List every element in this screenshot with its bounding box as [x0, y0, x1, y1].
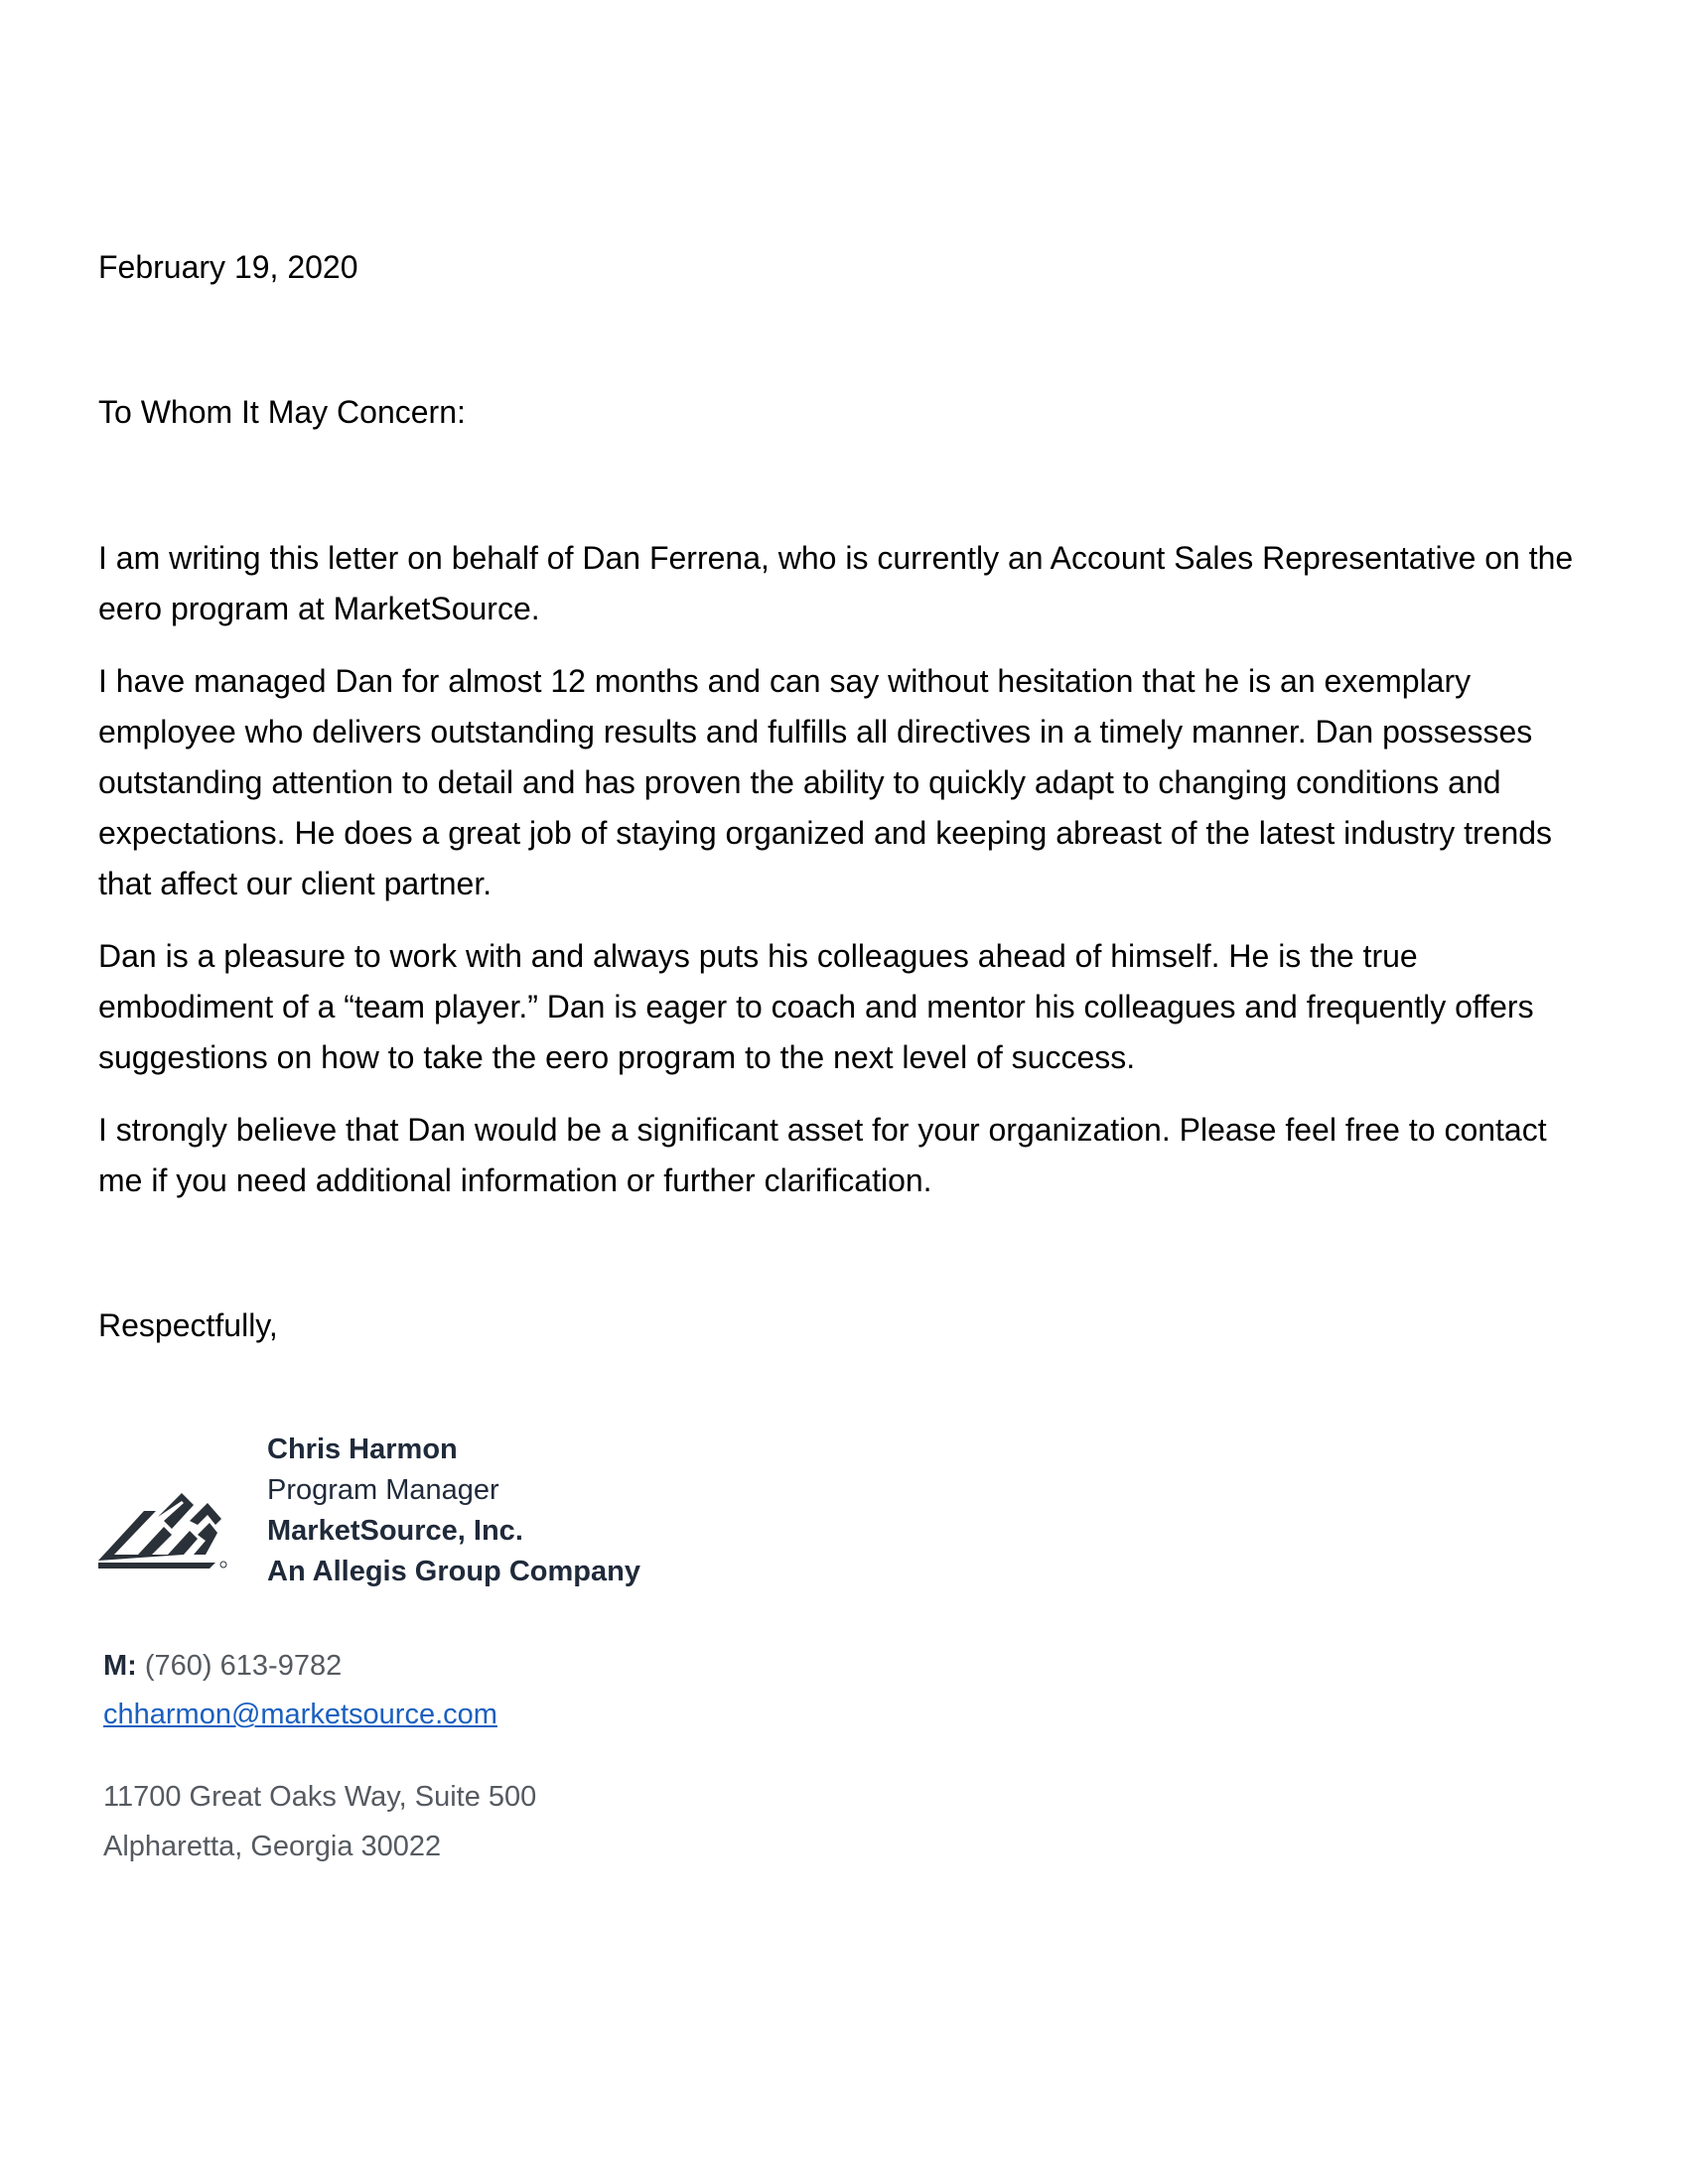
contact-block: [103, 1642, 497, 1739]
letter-date: February 19, 2020: [98, 249, 358, 285]
address-line-1: 11700 Great Oaks Way, Suite 500: [103, 1781, 537, 1813]
address-line-2: Alpharetta, Georgia 30022: [103, 1831, 442, 1862]
body-paragraph: I have managed Dan for almost 12 months and can say without hesitation that he is an exemplary employee who delivers outstanding results and fulfills all directives in a timely manner. Dan possesses outstanding attention to detail and has proven the ability to quickly adapt to changing conditions and expectations. He does a great job of staying organized and keeping abreast of the latest industry trends that affect our client partner.: [98, 663, 1553, 901]
signature-block: [98, 1430, 992, 1608]
email-link[interactable]: chharmon@marketsource.com: [103, 1699, 497, 1730]
signer-name: Chris Harmon: [267, 1433, 458, 1465]
letter-body: [98, 533, 1588, 1228]
mobile-label: M:: [103, 1650, 137, 1682]
signature-lines: [267, 1430, 640, 1592]
body-paragraph: I strongly believe that Dan would be a significant asset for your organization. Please feel free to contact me if you need additional information or further clarification.: [98, 1112, 1547, 1198]
salutation: To Whom It May Concern:: [98, 394, 466, 430]
mobile-number: (760) 613-9782: [144, 1650, 343, 1682]
parent-company: An Allegis Group Company: [267, 1556, 640, 1587]
signer-title: Program Manager: [267, 1474, 499, 1506]
body-paragraph: I am writing this letter on behalf of Dan Ferrena, who is currently an Account Sales Representative on the eero program at MarketSource.: [98, 540, 1574, 626]
mobile-line: [103, 1642, 497, 1691]
body-paragraph: Dan is a pleasure to work with and always puts his colleagues ahead of himself. He is the true embodiment of a “team player.” Dan is eager to coach and mentor his colleagues and frequently offers suggestions on how to take the eero program to the next level of success.: [98, 938, 1534, 1075]
company-name: MarketSource, Inc.: [267, 1515, 523, 1547]
marketsource-mountain-logo-icon: [98, 1491, 227, 1569]
address-block: [103, 1772, 536, 1871]
closing: Respectfully,: [98, 1307, 278, 1343]
